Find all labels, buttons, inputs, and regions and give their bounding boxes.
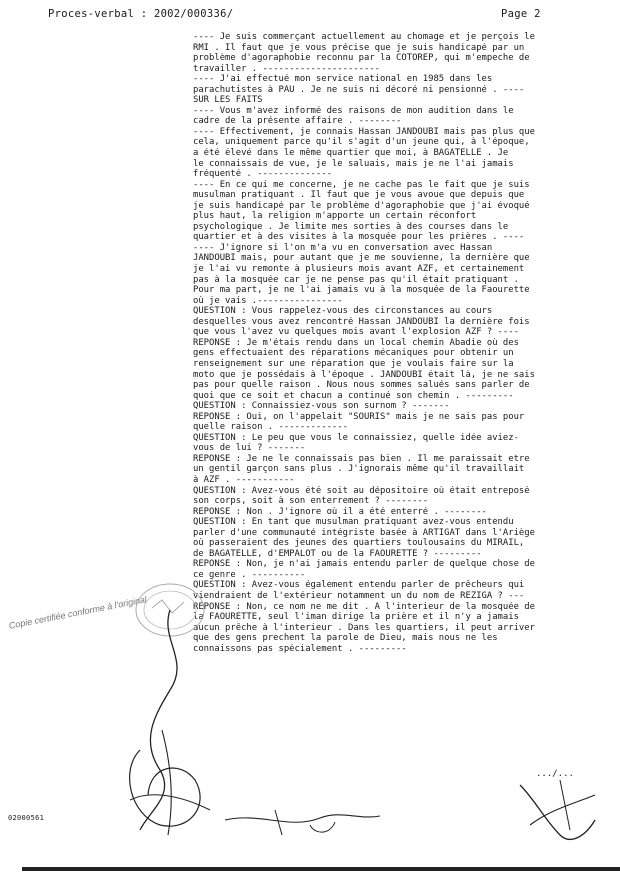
text-line: QUESTION : Le peu que vous le connaissiez, quelle idée aviez- [193, 432, 519, 443]
bottom-border [22, 867, 620, 871]
text-line: moto que je possédais à l'époque . JANDOUBI était là, je ne sais [193, 369, 535, 380]
text-line: parler d'une communauté intégriste basée à ARTIGAT dans l'Ariège [193, 527, 535, 538]
text-line: JANDOUBI mais, pour autant que je me souvienne, la dernière que [193, 253, 530, 264]
text-line: REPONSE : Non . J'ignore où il a été enterré . -------- [193, 506, 487, 517]
continuation-mark: .../... [536, 769, 574, 779]
text-line: viendraient de l'extérieur notamment un du nom de REZIGA ? --- [193, 590, 525, 601]
text-line: RMI . Il faut que je vous précise que je suis handicapé par un [193, 42, 525, 53]
text-line: gens effectuaient des réparations mécaniques pour obtenir un [193, 348, 514, 359]
text-line: fréquenté . -------------- [193, 169, 332, 180]
text-line: ce genre . ---------- [193, 569, 306, 580]
text-line: desquelles vous avez rencontré Hassan JANDOUBI la dernière fois [193, 316, 530, 327]
text-line: QUESTION : Avez-vous également entendu parler de prêcheurs qui [193, 580, 525, 591]
certification-stamp [2, 558, 227, 678]
text-line: aucun prêche à l'interieur . Dans les quartiers, il peut arriver [193, 622, 535, 633]
text-line: de BAGATELLE, d'EMPALOT ou de la FAOURETTE ? --------- [193, 548, 482, 559]
text-line: REPONSE : Non, ce nom ne me dit . A l'interieur de la mosquée de [193, 601, 535, 612]
page-number: Page 2 [501, 8, 541, 20]
text-line: je l'ai vu remonte à plusieurs mois avant AZF, et certainement [193, 264, 525, 275]
text-line: QUESTION : Vous rappelez-vous des circonstances au cours [193, 306, 493, 317]
text-line: pas à la mosquée car je ne pense pas qu'il était pratiquant . [193, 274, 519, 285]
text-line: REPONSE : Je m'étais rendu dans un local chemin Abadie où des [193, 337, 519, 348]
text-line: Pour ma part, je ne l'ai jamais vu à la mosquée de la Faourette [193, 285, 530, 296]
text-line: QUESTION : Connaissiez-vous son surnom ? ------- [193, 401, 450, 412]
text-line: ---- Je suis commerçant actuellement au chomage et je perçois le [193, 32, 535, 42]
text-line: parachutistes à PAU . Je ne suis ni décoré ni pensionné . ---- [193, 84, 525, 95]
text-line: a été élevé dans le même quartier que moi, à BAGATELLE . Je [193, 148, 509, 159]
text-line: plus haut, la religion m'apporte un certain réconfort [193, 211, 477, 222]
signature-middle [220, 790, 420, 850]
text-line: QUESTION : Avez-vous été soit au dépositoire où était entreposé [193, 485, 530, 496]
text-line: travailler . ---------------------- [193, 63, 381, 74]
text-line: que vous l'avez vu quelques mois avant l'explosion AZF ? ---- [193, 327, 519, 338]
text-line: la FAOURETTE, seul l'iman dirige la prière et il n'y a jamais [193, 612, 519, 623]
text-line: connaissons pas spécialement . --------- [193, 643, 407, 654]
text-line: musulman pratiquant . Il faut que je vous avoue que depuis que [193, 190, 525, 201]
text-line: pas pour quelle raison . Nous nous sommes salués sans parler de [193, 380, 530, 391]
text-line: son corps, soit à son enterrement ? -------- [193, 496, 429, 507]
text-line: ---- J'ignore si l'on m'a vu en conversation avec Hassan [193, 242, 493, 253]
text-line: renseignement sur une réparation que je voulais faire sur la [193, 358, 514, 369]
text-line: ---- Vous m'avez informé des raisons de mon audition dans le [193, 105, 514, 116]
text-line: ---- Effectivement, je connais Hassan JANDOUBI mais pas plus que [193, 126, 535, 137]
text-line: vous de lui ? ------- [193, 443, 306, 454]
text-line: où je vais .---------------- [193, 295, 343, 306]
text-line: QUESTION : En tant que musulman pratiquant avez-vous entendu [193, 517, 514, 528]
statement-body [193, 32, 603, 654]
text-line: un gentil garçon sans plus . J'ignorais même qu'il travaillait [193, 464, 525, 475]
text-line: cela, uniquement parce qu'il s'agit d'un jeune qui, à l'époque, [193, 137, 530, 148]
footer-reference: 02000561 [8, 814, 45, 822]
text-line: REPONSE : Je ne le connaissais pas bien . Il me paraissait etre [193, 453, 530, 464]
text-line: SUR LES FAITS [193, 95, 263, 106]
text-line: ---- J'ai effectué mon service national en 1985 dans les [193, 74, 493, 85]
text-line: à AZF . ----------- [193, 474, 295, 485]
stamp-text: Copie certifiée conforme à l'original [8, 594, 148, 631]
text-line: ---- En ce qui me concerne, je ne cache pas le fait que je suis [193, 179, 530, 190]
text-line: que des gens prechent la parole de Dieu, mais nous ne les [193, 633, 498, 644]
text-line: cadre de la présente affaire . -------- [193, 116, 402, 127]
text-line: quoi que ce soit et chacun a continué son chemin . --------- [193, 390, 514, 401]
text-line: le connaissais de vue, je le saluais, mais je ne l'ai jamais [193, 158, 514, 169]
text-line: psychologique . Je limite mes sorties à des courses dans le [193, 221, 509, 232]
text-line: je suis handicapé par le problème d'agoraphobie que j'ai évoqué [193, 200, 530, 211]
text-line: REPONSE : Oui, on l'appelait "SOURIS" mais je ne sais pas pour [193, 411, 525, 422]
document-reference: Proces-verbal : 2002/000336/ [48, 8, 234, 20]
text-line: quelle raison . ------------- [193, 422, 348, 433]
text-line: problème d'agoraphobie reconnu par la COTOREP, qui m'empeche de [193, 53, 530, 64]
text-line: où passeraient des jeunes des quartiers toulousains du MIRAIL, [193, 538, 525, 549]
text-line: REPONSE : Non, je n'ai jamais entendu parler de quelque chose de [193, 559, 535, 570]
text-line: quartier et à des visites à la mosquée pour les prières . ---- [193, 232, 525, 243]
